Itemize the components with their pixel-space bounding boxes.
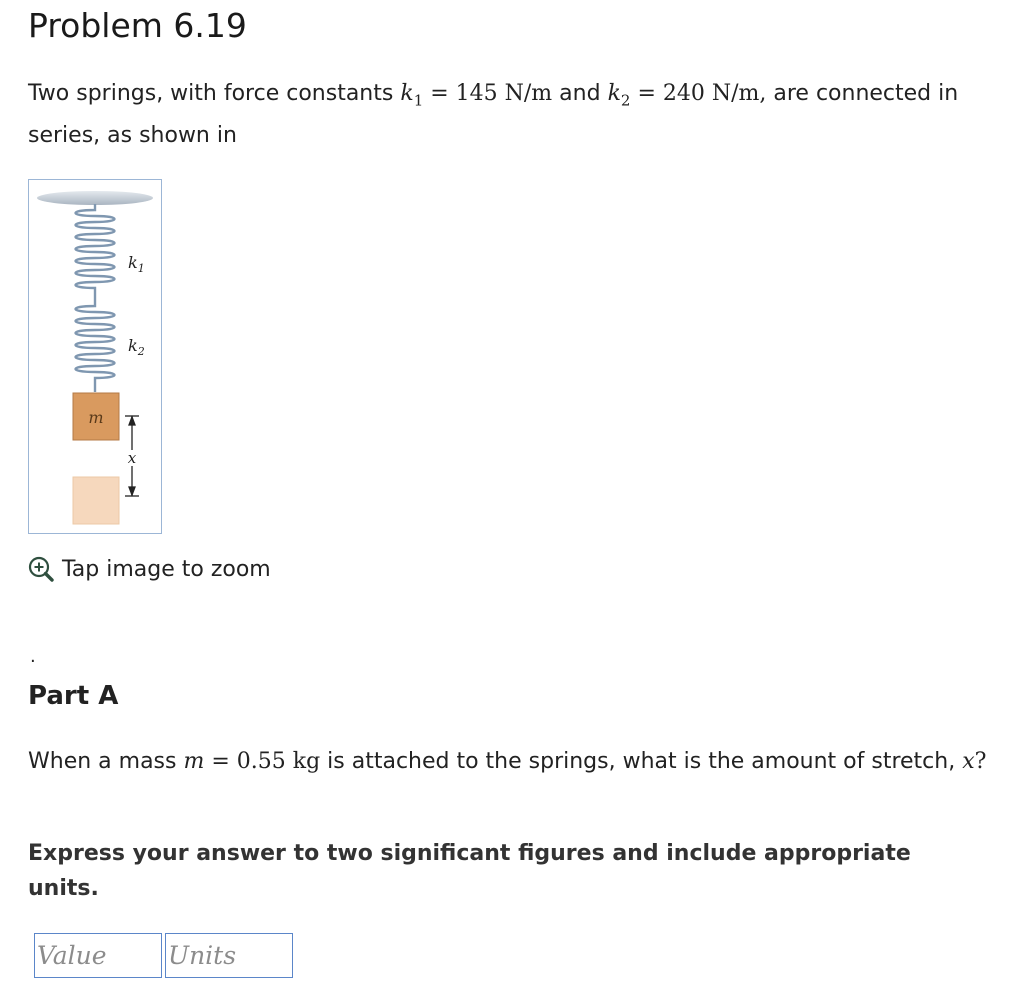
spring-figure[interactable] — [28, 179, 162, 534]
spring-diagram — [29, 180, 161, 533]
answer-instruction: Express your answer to two significant figures and include appropriate units. — [28, 841, 911, 901]
zoom-label: Tap image to zoom — [62, 556, 271, 582]
k2-subscript: 2 — [620, 91, 631, 110]
k1-subscript: 1 — [413, 91, 424, 110]
intro-text: Two springs, with force constants — [28, 81, 401, 106]
x-symbol: x — [962, 749, 975, 774]
question-text-2: is attached to the springs, what is the amount of stretch, — [320, 749, 963, 774]
label-k2: $k_2$ — [128, 336, 145, 358]
label-m: m — [88, 408, 104, 427]
k2-value: = 240 N/m, — [630, 81, 767, 106]
label-k1: $k_1$ — [128, 253, 145, 275]
question-text — [28, 745, 1003, 779]
part-a-heading: Part A — [28, 681, 119, 711]
question-text-1: When a mass — [28, 749, 184, 774]
units-input[interactable] — [165, 933, 293, 978]
mass-ghost — [73, 477, 119, 524]
spring-k1 — [76, 204, 115, 300]
zoom-in-icon — [28, 556, 54, 582]
page-title: Problem 6.19 — [28, 6, 247, 45]
tap-to-zoom[interactable] — [28, 556, 271, 582]
k1-symbol: k — [400, 81, 414, 106]
intro-and: and — [552, 81, 608, 106]
spring-k2 — [76, 300, 115, 392]
separator-dot: . — [30, 646, 36, 667]
value-input[interactable] — [34, 933, 162, 978]
ceiling — [37, 191, 153, 205]
question-mark: ? — [974, 749, 987, 774]
k1-value: = 145 N/m — [423, 81, 553, 106]
intro-text-2: are connected in series, as shown in — [28, 81, 959, 149]
m-symbol: m — [183, 749, 205, 774]
problem-intro — [28, 76, 988, 154]
k2-symbol: k — [607, 81, 621, 106]
m-value: = 0.55 kg — [204, 749, 321, 774]
label-x: x — [127, 449, 137, 467]
